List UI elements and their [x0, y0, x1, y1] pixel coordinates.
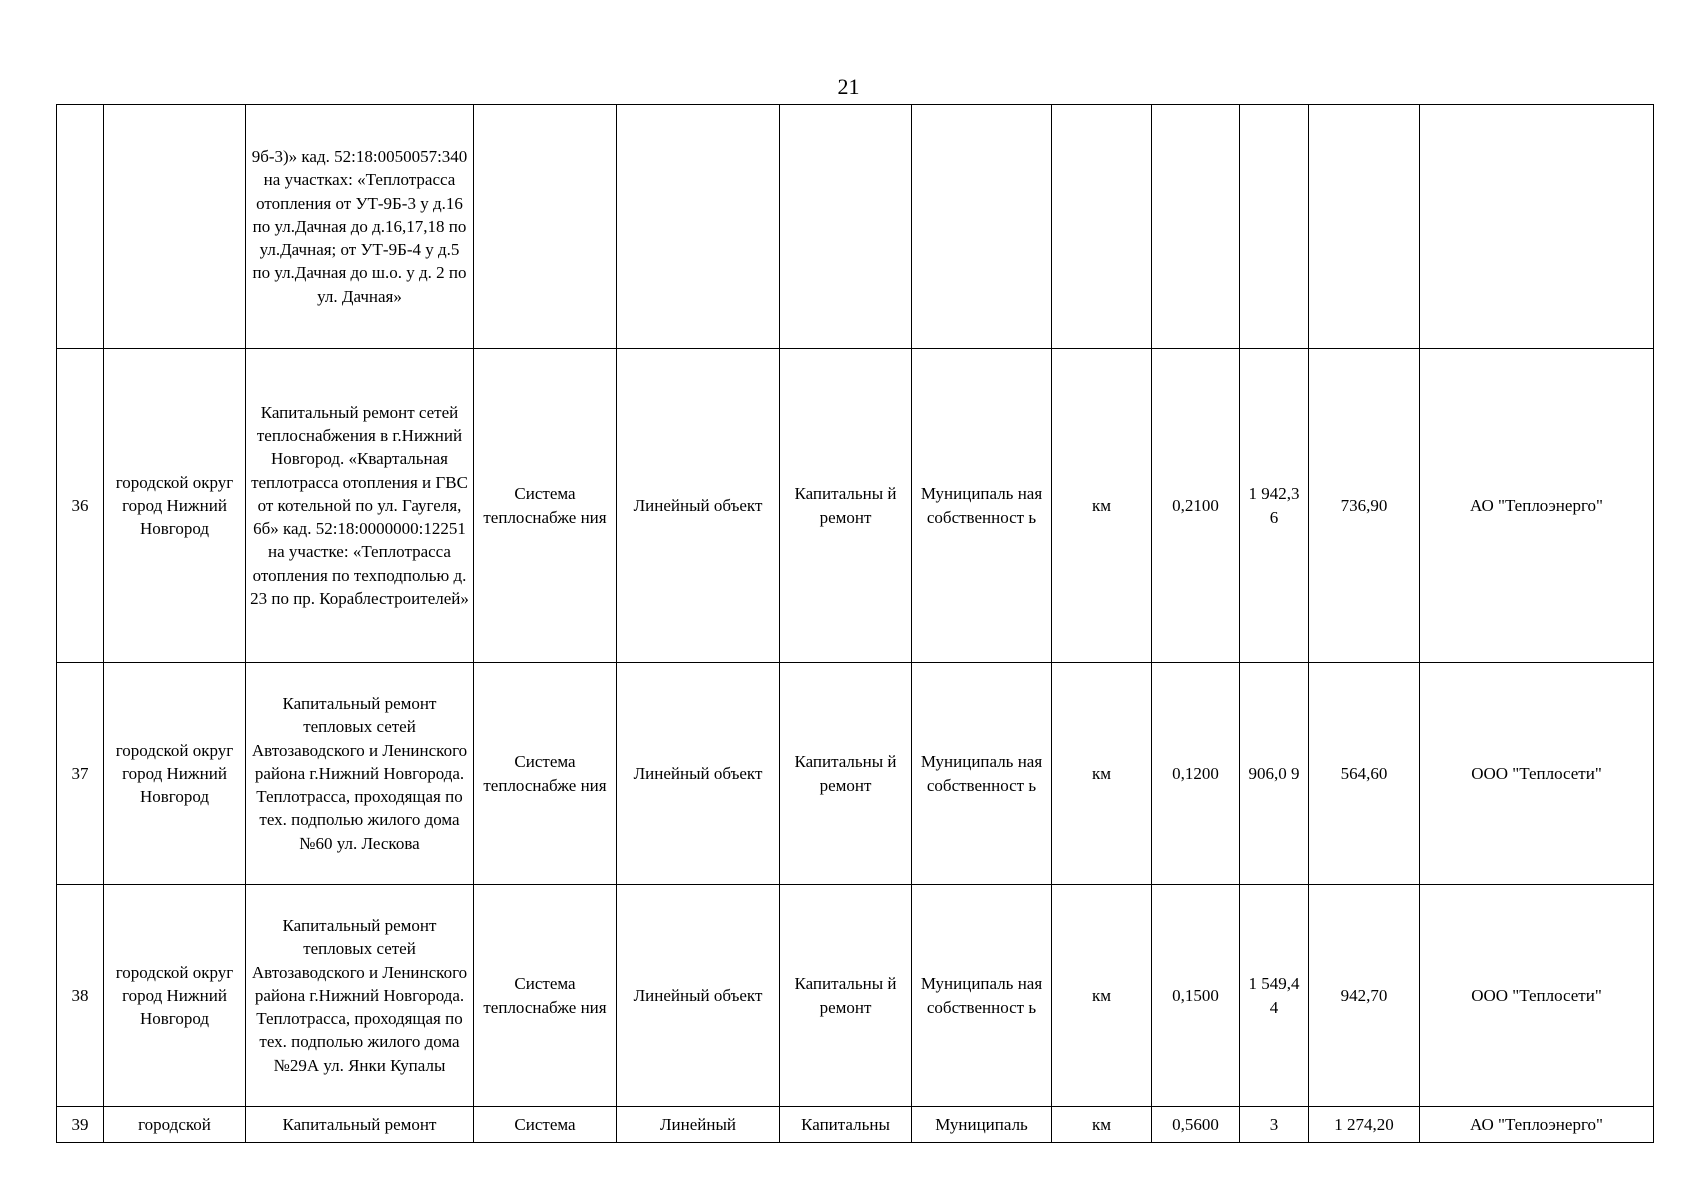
table-row	[57, 349, 1654, 663]
ownership-cell: Муниципаль ная собственност ь	[912, 349, 1052, 663]
length-cell: 0,1200	[1152, 663, 1240, 885]
municipality-cell: городской округ город Нижний Новгород	[104, 885, 246, 1107]
object-name-cell: 9б-3)» кад. 52:18:0050057:340 на участках: «Теплотрасса отопления от УТ-9Б-3 у д.16 по ул.Дачная до д.16,17,18 по ул.Дачная; от УТ-9Б-4 у д.5 по ул.Дачная до ш.о. у д. 2 по ул. Дачная»	[246, 105, 474, 349]
unit-cell: км	[1052, 349, 1152, 663]
table-row	[57, 105, 1654, 349]
system-cell: Система теплоснабже ния	[474, 349, 617, 663]
table-row	[57, 663, 1654, 885]
unit-cell: км	[1052, 663, 1152, 885]
length-cell: 0,1500	[1152, 885, 1240, 1107]
ownership-cell: Муниципаль	[912, 1107, 1052, 1143]
object-type-cell: Линейный	[617, 1107, 780, 1143]
system-cell: Система	[474, 1107, 617, 1143]
operator-cell: ООО "Теплосети"	[1420, 663, 1654, 885]
unit-cell: км	[1052, 1107, 1152, 1143]
cost-cell-2: 564,60	[1309, 663, 1420, 885]
object-name-cell: Капитальный ремонт тепловых сетей Автозаводского и Ленинского района г.Нижний Новгорода. Теплотрасса, проходящая по тех. подполью жилого дома №29А ул. Янки Купалы	[246, 885, 474, 1107]
ownership-cell: Муниципаль ная собственност ь	[912, 885, 1052, 1107]
unit-cell	[1052, 105, 1152, 349]
length-cell: 0,5600	[1152, 1107, 1240, 1143]
object-type-cell: Линейный объект	[617, 885, 780, 1107]
work-type-cell	[780, 105, 912, 349]
cost-cell	[1240, 105, 1309, 349]
object-type-cell: Линейный объект	[617, 349, 780, 663]
row-number-cell: 37	[57, 663, 104, 885]
length-cell: 0,2100	[1152, 349, 1240, 663]
table-row	[57, 885, 1654, 1107]
cost-cell-2: 1 274,20	[1309, 1107, 1420, 1143]
cost-cell: 3	[1240, 1107, 1309, 1143]
municipality-cell: городской	[104, 1107, 246, 1143]
operator-cell: АО "Теплоэнерго"	[1420, 349, 1654, 663]
cost-cell-2: 942,70	[1309, 885, 1420, 1107]
table-row	[57, 1107, 1654, 1143]
work-type-cell: Капитальны й ремонт	[780, 885, 912, 1107]
works-table	[56, 104, 1654, 1143]
row-number-cell: 39	[57, 1107, 104, 1143]
unit-cell: км	[1052, 885, 1152, 1107]
object-type-cell	[617, 105, 780, 349]
work-type-cell: Капитальны	[780, 1107, 912, 1143]
object-name-cell: Капитальный ремонт	[246, 1107, 474, 1143]
operator-cell: АО "Теплоэнерго"	[1420, 1107, 1654, 1143]
object-type-cell: Линейный объект	[617, 663, 780, 885]
system-cell: Система теплоснабже ния	[474, 885, 617, 1107]
cost-cell-2	[1309, 105, 1420, 349]
row-number-cell: 36	[57, 349, 104, 663]
municipality-cell: городской округ город Нижний Новгород	[104, 349, 246, 663]
cost-cell: 1 942,3 6	[1240, 349, 1309, 663]
work-type-cell: Капитальны й ремонт	[780, 663, 912, 885]
system-cell	[474, 105, 617, 349]
municipality-cell	[104, 105, 246, 349]
work-type-cell: Капитальны й ремонт	[780, 349, 912, 663]
length-cell	[1152, 105, 1240, 349]
row-number-cell: 38	[57, 885, 104, 1107]
ownership-cell	[912, 105, 1052, 349]
cost-cell: 1 549,4 4	[1240, 885, 1309, 1107]
ownership-cell: Муниципаль ная собственност ь	[912, 663, 1052, 885]
row-number-cell	[57, 105, 104, 349]
cost-cell: 906,0 9	[1240, 663, 1309, 885]
municipality-cell: городской округ город Нижний Новгород	[104, 663, 246, 885]
cost-cell-2: 736,90	[1309, 349, 1420, 663]
system-cell: Система теплоснабже ния	[474, 663, 617, 885]
page-number: 21	[837, 74, 860, 99]
operator-cell: ООО "Теплосети"	[1420, 885, 1654, 1107]
object-name-cell: Капитальный ремонт тепловых сетей Автозаводского и Ленинского района г.Нижний Новгорода. Теплотрасса, проходящая по тех. подполью жилого дома №60 ул. Лескова	[246, 663, 474, 885]
object-name-cell: Капитальный ремонт сетей теплоснабжения в г.Нижний Новгород. «Квартальная теплотрасса отопления и ГВС от котельной по ул. Гаугеля, 6б» кад. 52:18:0000000:12251 на участке: «Теплотрасса отопления по техподполью д. 23 по пр. Кораблестроителей»	[246, 349, 474, 663]
operator-cell	[1420, 105, 1654, 349]
